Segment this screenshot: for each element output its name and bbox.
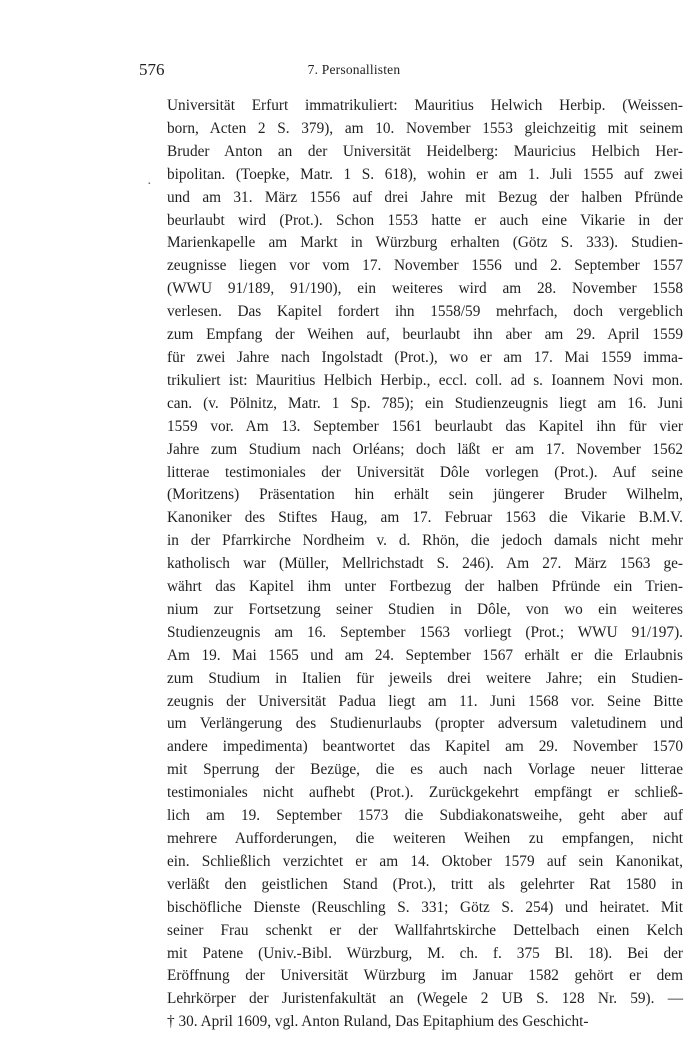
text-line: can. (v. Pölnitz, Matr. 1 Sp. 785); ein Studienzeugnis liegt am 16. Juni: [167, 394, 683, 412]
text-line: mehrere Aufforderungen, die weiteren Weihen zu empfangen, nicht: [167, 830, 683, 847]
text-line: litterae testimoniales der Universität Dôle vorlegen (Prot.). Auf seine: [167, 463, 683, 481]
text-line: bischöfliche Dienste (Reuschling S. 331; Götz S. 254) und heiratet. Mit: [167, 898, 683, 916]
text-line: lich am 19. September 1573 die Subdiakonatsweihe, geht aber auf: [167, 807, 683, 825]
text-line: bipolitan. (Toepke, Matr. 1 S. 618), wohin er am 1. Juli 1555 auf zwei: [167, 165, 683, 183]
text-line: (WWU 91/189, 91/190), ein weiteres wird am 28. November 1558: [167, 280, 683, 298]
text-line: und am 31. März 1556 auf drei Jahre mit Bezug der halben Pfründe: [167, 188, 683, 206]
running-head: 7. Personallisten: [307, 62, 401, 77]
text-line: ein. Schließlich verzichtet er am 14. Oktober 1579 auf sein Kanonikat,: [167, 852, 683, 870]
text-line: trikuliert ist: Mauritius Helbich Herbip., eccl. coll. ad s. Ioannem Novi mon.: [167, 371, 683, 389]
text-line: mit Sperrung der Bezüge, die es auch nach Vorlage neuer litterae: [167, 761, 683, 779]
text-line: † 30. April 1609, vgl. Anton Ruland, Das Epitaphium des Geschicht-: [167, 1013, 589, 1031]
text-line: beurlaubt wird (Prot.). Schon 1553 hatte er auch eine Vikarie in der: [167, 211, 683, 229]
text-line: in der Pfarrkirche Nordheim v. d. Rhön, die jedoch damals nicht mehr: [167, 532, 683, 550]
text-line: katholisch war (Müller, Mellrichstadt S. 246). Am 27. März 1563 ge-: [167, 555, 683, 573]
text-line: verlesen. Das Kapitel fordert ihn 1558/59 mehrfach, doch vergeblich: [167, 303, 683, 321]
text-line: währt das Kapitel ihm unter Fortbezug der halben Pfründe ein Trien-: [167, 578, 683, 596]
body-text: [167, 95, 683, 1034]
text-line: verläßt den geistlichen Stand (Prot.), tritt als gelehrter Rat 1580 in: [167, 875, 683, 893]
text-line: mit Patene (Univ.-Bibl. Würzburg, M. ch. f. 375 Bl. 18). Bei der: [167, 944, 683, 962]
text-line: Marienkapelle am Markt in Würzburg erhalten (Götz S. 333). Studien-: [167, 234, 683, 252]
page-number: 576: [139, 60, 165, 79]
text-line: Universität Erfurt immatrikuliert: Mauritius Helwich Herbip. (Weissen-: [167, 97, 683, 114]
text-line: born, Acten 2 S. 379), am 10. November 1553 gleichzeitig mit seinem: [167, 119, 683, 137]
text-line: Eröffnung der Universität Würzburg im Januar 1582 gehört er dem: [167, 967, 683, 985]
page-header: [139, 60, 569, 82]
margin-mark: ·: [147, 177, 152, 192]
text-line: für zwei Jahre nach Ingolstadt (Prot.), wo er am 17. Mai 1559 imma-: [167, 348, 683, 366]
text-line: Kanoniker des Stiftes Haug, am 17. Februar 1563 die Vikarie B.M.V.: [167, 509, 683, 527]
text-line: (Moritzens) Präsentation hin erhält sein jüngerer Bruder Wilhelm,: [167, 486, 683, 504]
text-line: andere impedimenta) beantwortet das Kapitel am 29. November 1570: [167, 738, 683, 756]
text-line: Am 19. Mai 1565 und am 24. September 1567 erhält er die Erlaubnis: [167, 646, 683, 664]
text-line: Lehrkörper der Juristenfakultät an (Wegele 2 UB S. 128 Nr. 59). —: [167, 990, 683, 1008]
text-line: zum Empfang der Weihen auf, beurlaubt ihn aber am 29. April 1559: [167, 326, 683, 344]
text-line: testimoniales nicht aufhebt (Prot.). Zurückgekehrt empfängt er schließ-: [167, 784, 683, 802]
text-line: seiner Frau schenkt er der Wallfahrtskirche Dettelbach einen Kelch: [167, 921, 683, 939]
text-line: nium zur Fortsetzung seiner Studien in Dôle, von wo ein weiteres: [167, 600, 683, 618]
text-line: um Verlängerung des Studienurlaubs (propter adversum valetudinem und: [167, 715, 683, 733]
text-line: zeugnis der Universität Padua liegt am 11. Juni 1568 vor. Seine Bitte: [167, 692, 683, 710]
text-line: zum Studium in Italien für jeweils drei weitere Jahre; ein Studien-: [167, 669, 683, 687]
text-line: Studienzeugnis am 16. September 1563 vorliegt (Prot.; WWU 91/197).: [167, 623, 683, 641]
text-line: Bruder Anton an der Universität Heidelberg: Mauricius Helbich Her-: [167, 142, 683, 160]
text-line: 1559 vor. Am 13. September 1561 beurlaubt das Kapitel ihn für vier: [167, 417, 683, 435]
text-line: Jahre zum Studium nach Orléans; doch läßt er am 17. November 1562: [167, 440, 683, 458]
text-line: zeugnisse liegen vor vom 17. November 1556 und 2. September 1557: [167, 257, 683, 275]
